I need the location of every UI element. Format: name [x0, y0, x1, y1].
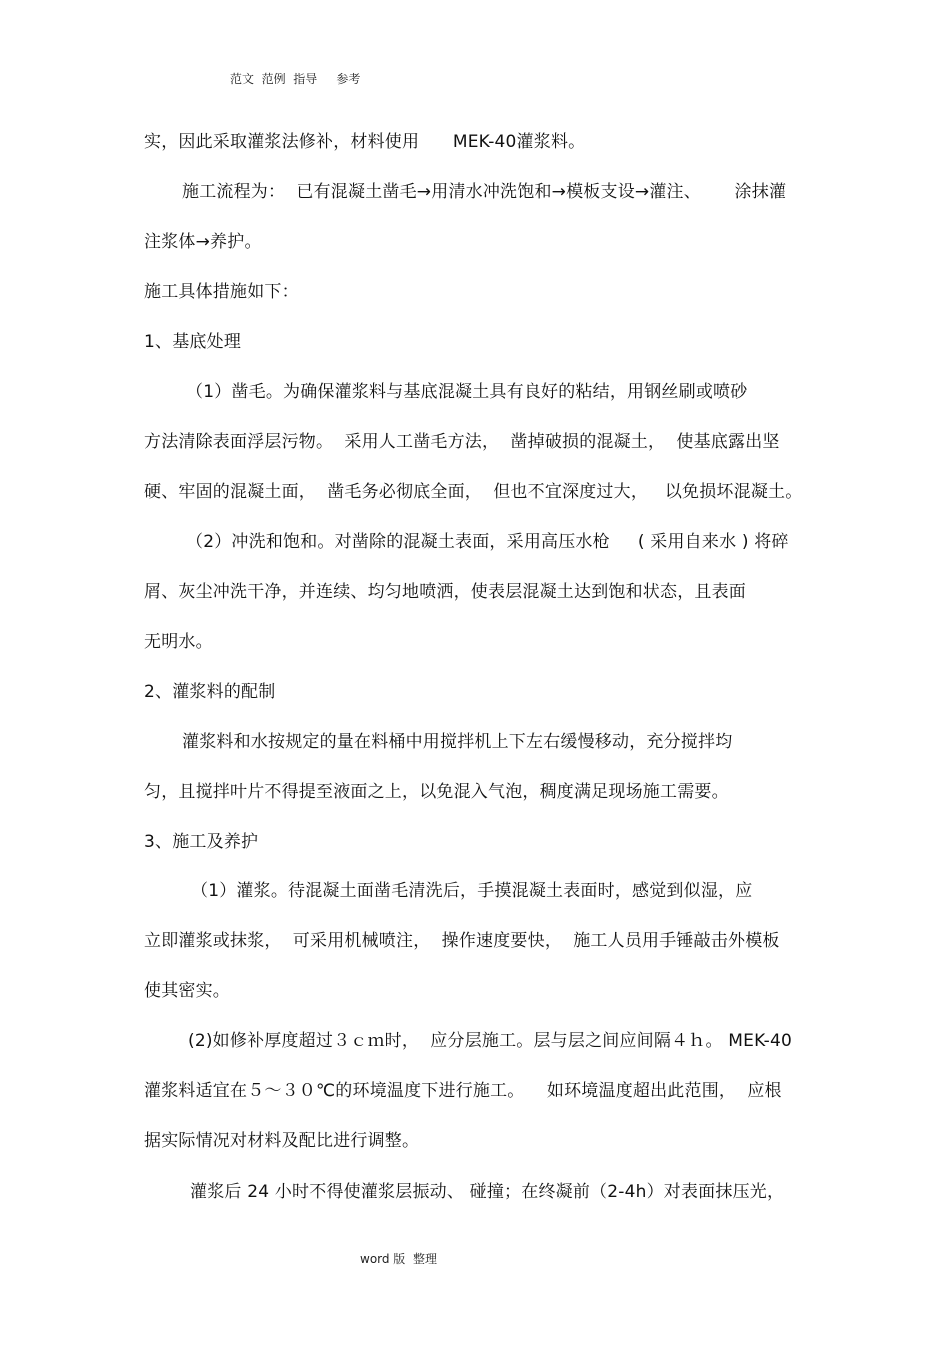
- paragraph-line: 注浆体→养护。: [144, 232, 262, 252]
- paragraph-line: 施工具体措施如下：: [144, 282, 299, 302]
- paragraph-line: 灌浆料和水按规定的量在料桶中用搅拌机上下左右缓慢移动，充分搅拌均: [182, 732, 733, 752]
- paragraph-line: (2)如修补厚度超过３ｃｍ时， 应分层施工。层与层之间应间隔４ｈ。 MEK-40: [188, 1031, 793, 1051]
- paragraph-line: 屑、灰尘冲洗干净，并连续、均匀地喷洒，使表层混凝土达到饱和状态，且表面: [144, 582, 746, 602]
- paragraph-line: 无明水。: [144, 632, 213, 652]
- paragraph-line: 灌浆后 24 小时不得使灌浆层振动、 碰撞；在终凝前（2-4h）对表面抹压光，: [190, 1182, 785, 1202]
- section-heading: 3、施工及养护: [144, 832, 259, 852]
- paragraph-line: 据实际情况对材料及配比进行调整。: [144, 1131, 420, 1151]
- section-heading: 2、灌浆料的配制: [144, 682, 276, 702]
- paragraph-line: 灌浆料适宜在５～３０℃的环境温度下进行施工。 如环境温度超出此范围， 应根: [144, 1081, 782, 1101]
- paragraph-line: （2）冲洗和饱和。对凿除的混凝土表面，采用高压水枪 ( 采用自来水 ) 将碎: [186, 532, 789, 552]
- page-header: 范文 范例 指导 参考: [230, 72, 361, 86]
- section-heading: 1、基底处理: [144, 332, 242, 352]
- paragraph-line: （1）灌浆。待混凝土面凿毛清洗后，手摸混凝土表面时，感觉到似湿，应: [191, 881, 753, 901]
- paragraph-line: 使其密实。: [144, 981, 230, 1001]
- paragraph-line: （1）凿毛。为确保灌浆料与基底混凝土具有良好的粘结，用钢丝刷或喷砂: [186, 382, 748, 402]
- paragraph-line: 方法清除表面浮层污物。 采用人工凿毛方法， 凿掉破损的混凝土， 使基底露出坚: [144, 432, 780, 452]
- paragraph-line: 施工流程为： 已有混凝土凿毛→用清水冲洗饱和→模板支设→灌注、 涂抹灌: [182, 182, 787, 202]
- paragraph-line: 实，因此采取灌浆法修补，材料使用 MEK-40灌浆料。: [144, 132, 586, 152]
- paragraph-line: 硬、牢固的混凝土面， 凿毛务必彻底全面， 但也不宜深度过大， 以免损坏混凝土。: [144, 482, 803, 502]
- page-footer: word 版 整理: [360, 1252, 437, 1266]
- paragraph-line: 立即灌浆或抹浆， 可采用机械喷注， 操作速度要快， 施工人员用手锤敲击外模板: [144, 931, 780, 951]
- paragraph-line: 匀，且搅拌叶片不得提至液面之上，以免混入气泡，稠度满足现场施工需要。: [144, 782, 729, 802]
